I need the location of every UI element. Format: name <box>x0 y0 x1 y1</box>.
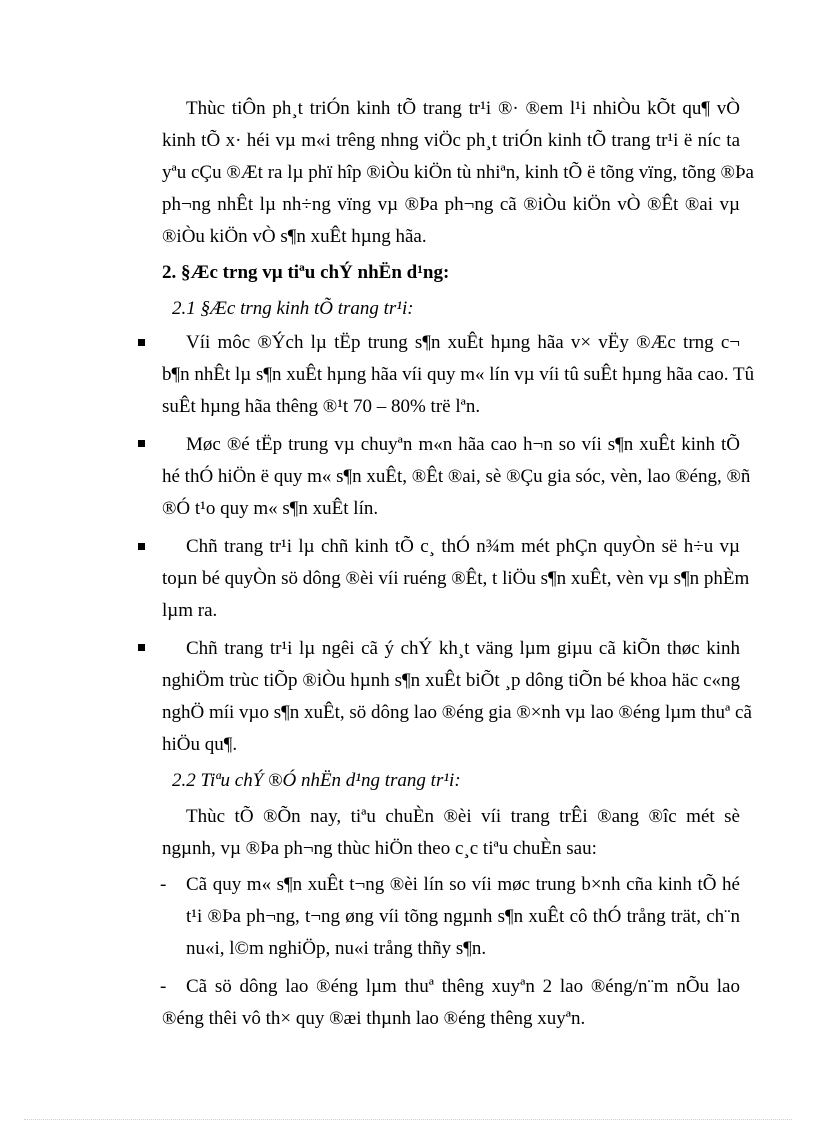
list-item-line: nghÖ míi vµo s¶n xuÊt, sö dông lao ®éng gia ®×nh vµ lao ®éng lµm thuª cã <box>162 702 752 723</box>
page-bottom-rule <box>24 1119 792 1120</box>
subsection-heading: 2.2 Tiªu chÝ ®Ó nhËn d¹ng trang tr¹i: <box>172 770 461 791</box>
list-item-line: suÊt hµng hãa thêng ®¹t 70 – 80% trë lªn. <box>162 396 481 417</box>
bullet-icon <box>138 543 145 550</box>
list-item-line: b¶n nhÊt lµ s¶n xuÊt hµng hãa víi quy m« lín vµ víi tû suÊt hµng hãa cao. Tû <box>162 364 755 385</box>
list-item-line: toµn bé quyÒn sö dông ®èi víi ruéng ®Êt, t liÖu s¶n xuÊt, vèn vµ s¶n phÈm <box>162 568 750 589</box>
list-item-line: Cã sö dông lao ®éng lµm thuª thêng xuyªn 2 lao ®éng/n¨m nÕu lao <box>186 976 740 997</box>
list-item-line: Chñ trang tr¹i lµ chñ kinh tÕ c¸ thÓ n¾m mét phÇn quyÒn së h÷u vµ <box>186 536 740 557</box>
paragraph-line: ngµnh, vµ ®Þa ph¬ng thùc hiÖn theo c¸c tiªu chuÈn sau: <box>162 838 597 859</box>
bullet-icon <box>138 440 145 447</box>
dash-marker: - <box>160 976 167 997</box>
paragraph-line: Thùc tÕ ®Õn nay, tiªu chuÈn ®èi víi trang trÊi ®ang ®îc mét sè <box>186 806 740 827</box>
list-item-line: ®Ó t¹o quy m« s¶n xuÊt lín. <box>162 498 379 519</box>
section-heading: 2. §Æc trng vµ tiªu chÝ nhËn d¹ng: <box>162 262 450 283</box>
list-item-line: hiÖu qu¶. <box>162 734 238 755</box>
list-item-line: ®éng thêi vô th× quy ®æi thµnh lao ®éng thêng xuyªn. <box>162 1008 586 1029</box>
paragraph-line: yªu cÇu ®Æt ra lµ phï hîp ®iÒu kiÖn tù nhiªn, kinh tÕ ë tõng vïng, tõng ®Þa <box>162 162 754 183</box>
list-item-line: nghiÖm trùc tiÕp ®iÒu hµnh s¶n xuÊt biÕt ¸p dông tiÕn bé khoa häc c«ng <box>162 670 740 691</box>
dash-marker: - <box>160 874 167 895</box>
paragraph-line: Thùc tiÔn ph¸t triÓn kinh tÕ trang tr¹i ®· ®em l¹i nhiÒu kÕt qu¶ vÒ <box>186 98 740 119</box>
list-item-line: lµm ra. <box>162 600 218 621</box>
paragraph-line: ph¬ng nhÊt lµ nh÷ng vïng vµ ®Þa ph¬ng cã ®iÒu kiÖn vÒ ®Êt ®ai vµ <box>162 194 740 215</box>
list-item-line: Møc ®é tËp trung vµ chuyªn m«n hãa cao h¬n so víi s¶n xuÊt kinh tÕ <box>186 434 740 455</box>
bullet-icon <box>138 644 145 651</box>
bullet-icon <box>138 339 145 346</box>
list-item-line: hé thÓ hiÖn ë quy m« s¶n xuÊt, ®Êt ®ai, sè ®Çu gia sóc, vèn, lao ®éng, ®ñ <box>162 466 751 487</box>
paragraph-line: ®iÒu kiÖn vÒ s¶n xuÊt hµng hãa. <box>162 226 427 247</box>
subsection-heading: 2.1 §Æc trng kinh tÕ trang tr¹i: <box>172 298 414 319</box>
list-item-line: Cã quy m« s¶n xuÊt t¬ng ®èi lín so víi møc trung b×nh cña kinh tÕ hé <box>186 874 740 895</box>
paragraph-line: kinh tÕ x· héi vµ m«i trêng nhng viÖc ph¸t triÓn kinh tÕ trang tr¹i ë níc ta <box>162 130 740 151</box>
list-item-line: nu«i, l©m nghiÖp, nu«i trång thñy s¶n. <box>186 938 487 959</box>
list-item-line: Víi môc ®Ých lµ tËp trung s¶n xuÊt hµng hãa v× vËy ®Æc trng c¬ <box>186 332 740 353</box>
list-item-line: t¹i ®Þa ph¬ng, t¬ng øng víi tõng ngµnh s¶n xuÊt cô thÓ trång trät, ch¨n <box>186 906 740 927</box>
list-item-line: Chñ trang tr¹i lµ ngêi cã ý chÝ kh¸t väng lµm giµu cã kiÕn thøc kinh <box>186 638 740 659</box>
